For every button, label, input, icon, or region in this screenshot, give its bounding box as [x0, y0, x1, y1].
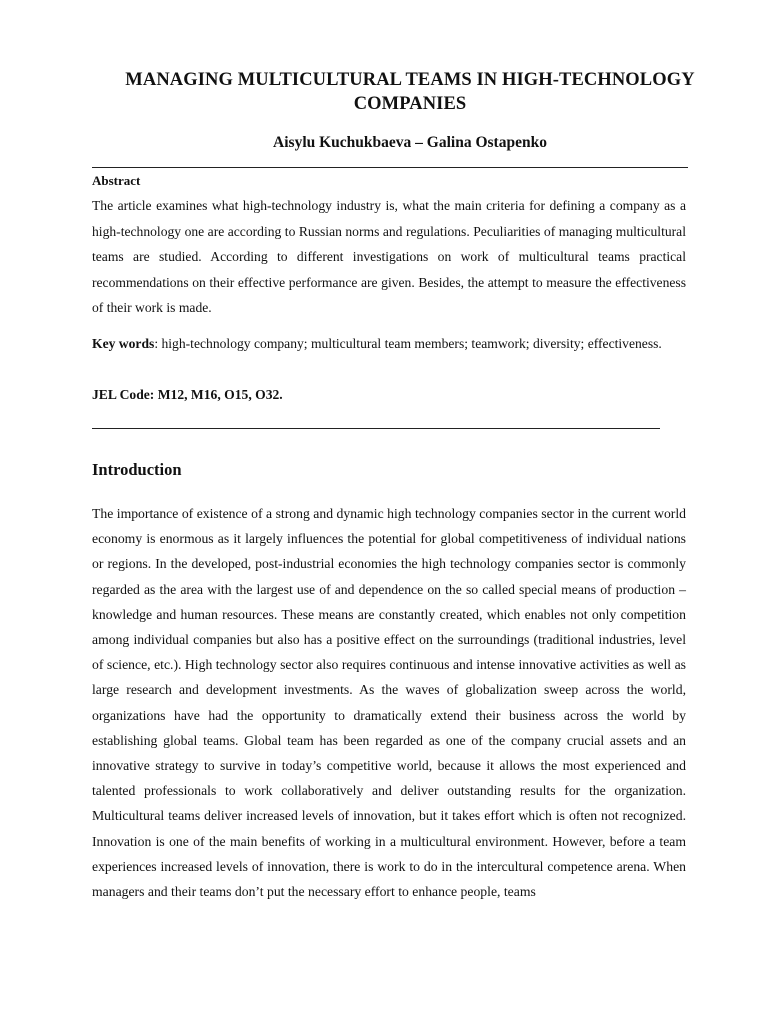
top-divider: [92, 167, 688, 168]
paper-authors: Aisylu Kuchukbaeva – Galina Ostapenko: [273, 134, 547, 151]
abstract-text: The article examines what high-technology industry is, what the main criteria for defining a company as a high-technology one are according to Russian norms and regulations. Peculiarities of managing multicultural teams are studied. According to different investigations on work of multicultural teams practical recommendations on their effective performance are given. Besides, the attempt to measure the effectiveness of their work is made.: [92, 198, 686, 315]
abstract-heading: Abstract: [92, 173, 141, 188]
keywords-label: Key words: [92, 336, 155, 351]
bottom-divider: [92, 428, 660, 429]
keywords-list: : high-technology company; multicultural team members; teamwork; diversity; effectiveness.: [154, 336, 662, 351]
jel-code: JEL Code: M12, M16, O15, O32.: [92, 387, 283, 402]
introduction-text: The importance of existence of a strong and dynamic high technology companies sector in the current world economy is enormous as it largely influences the potential for global competitiveness of individual nations or regions. In the developed, post-industrial economies the high technology companies sector is commonly regarded as the area with the largest use of and dependence on the so called special means of production – knowledge and human resources. These means are constantly created, which enables not only competition among individual companies but also has a positive effect on the surroundings (traditional industries, level of science, etc.). High technology sector also requires continuous and intense innovative activities as well as large research and development investments. As the waves of globalization sweep across the world, organizations have had the opportunity to dramatically extend their business across the world by establishing global teams. Global team has been regarded as one of the company crucial assets and an innovative strategy to survive in today’s competitive world, because it allows the most experienced and talented professionals to work collaboratively and deliver outstanding results for the organization. Multicultural teams deliver increased levels of innovation, but it takes effort which is often not recognized. Innovation is one of the main benefits of working in a multicultural environment. However, before a team experiences increased levels of innovation, there is work to do in the intercultural competence arena. When managers and their teams don’t put the necessary effort to enhance people, teams: [92, 506, 686, 900]
paper-title: MANAGING MULTICULTURAL TEAMS IN HIGH-TECHNOLOGY COMPANIES: [125, 70, 695, 114]
section-heading: Introduction: [92, 460, 182, 479]
keywords: [92, 331, 686, 357]
